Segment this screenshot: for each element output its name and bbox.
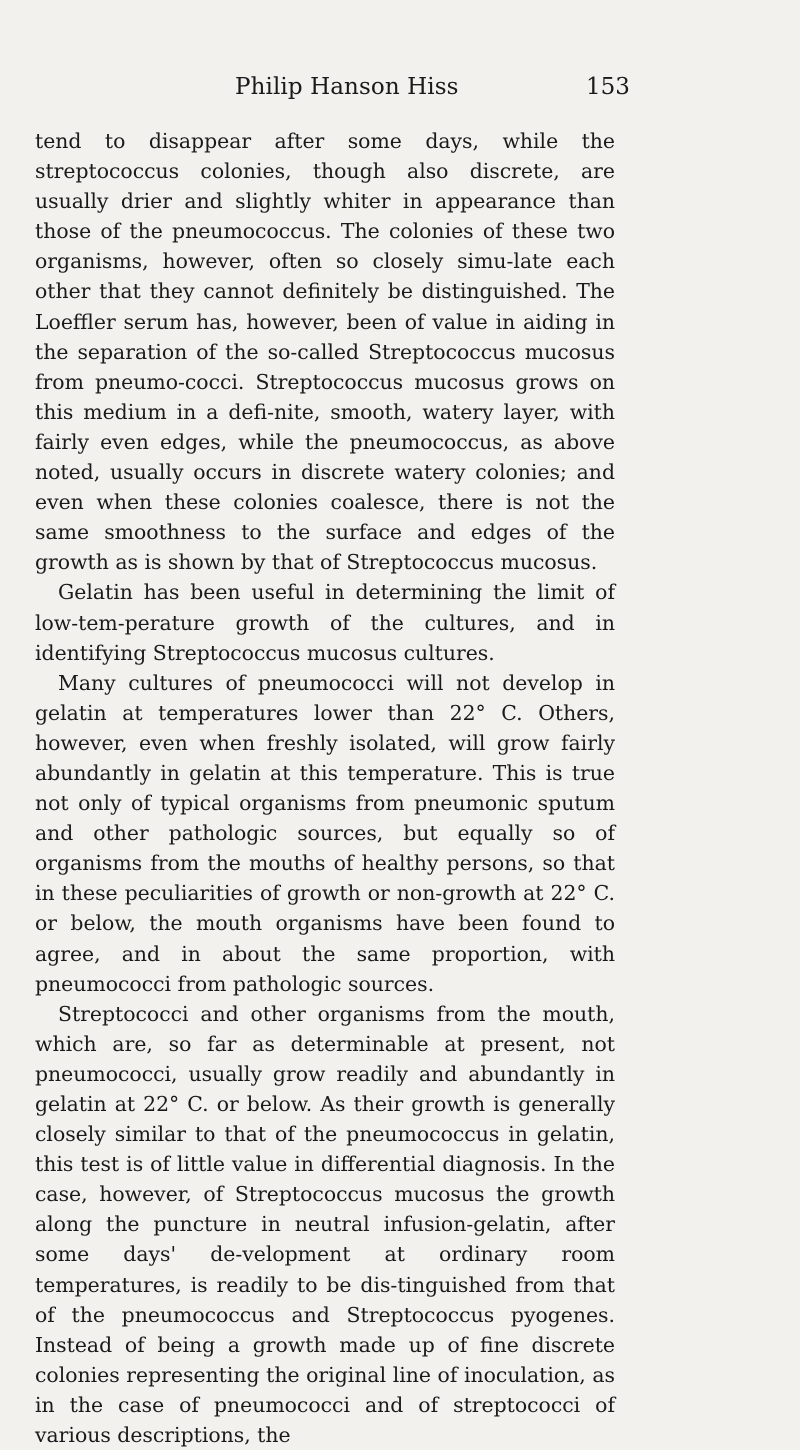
page-header (0, 74, 800, 114)
paragraph: tend to disappear after some days, while the streptococcus colonies, though also discrete, are usually drier and slightly whiter in appearance than those of the pneumococcus. The colonies of these two organisms, however, often so closely simu-late each other that they cannot definitely be distinguished. The Loeffler serum has, however, been of value in aiding in the separation of the so-called Streptococcus mucosus from pneumo-cocci. Streptococcus mucosus grows on this medium in a defi-nite, smooth, watery layer, with fairly even edges, while the pneumococcus, as above noted, usually occurs in discrete watery colonies; and even when these colonies coalesce, there is not the same smoothness to the surface and edges of the growth as is shown by that of Streptococcus mucosus. (35, 129, 615, 575)
body-text (35, 126, 615, 1450)
paragraph: Gelatin has been useful in determining the limit of low-tem-perature growth of the cultures, and in identifying Streptococcus mucosus cultures. (35, 580, 615, 665)
paragraph: Streptococci and other organisms from the mouth, which are, so far as determinable at present, not pneumococci, usually grow readily and abundantly in gelatin at 22° C. or below. As their growth is generally closely similar to that of the pneumococcus in gelatin, this test is of little value in differential diagnosis. In the case, however, of Streptococcus mucosus the growth along the puncture in neutral infusion-gelatin, after some days' de-velopment at ordinary room temperatures, is readily to be dis-tinguished from that of the pneumococcus and Streptococcus pyogenes. Instead of being a growth made up of fine discrete colonies representing the original line of inoculation, as in the case of pneumococci and of streptococci of various descriptions, the (35, 1001, 615, 1448)
paragraph: Many cultures of pneumococci will not develop in gelatin at temperatures lower than 22° C. Others, however, even when freshly isolated, will grow fairly abundantly in gelatin at this temperature. This is true not only of typical organisms from pneumonic sputum and other pathologic sources, but equally so of organisms from the mouths of healthy persons, so that in these peculiarities of growth or non-growth at 22° C. or below, the mouth organisms have been found to agree, and in about the same proportion, with pneumococci from pathologic sources. (35, 670, 615, 996)
page-number: 153 (586, 74, 630, 100)
running-head: Philip Hanson Hiss (235, 74, 459, 100)
